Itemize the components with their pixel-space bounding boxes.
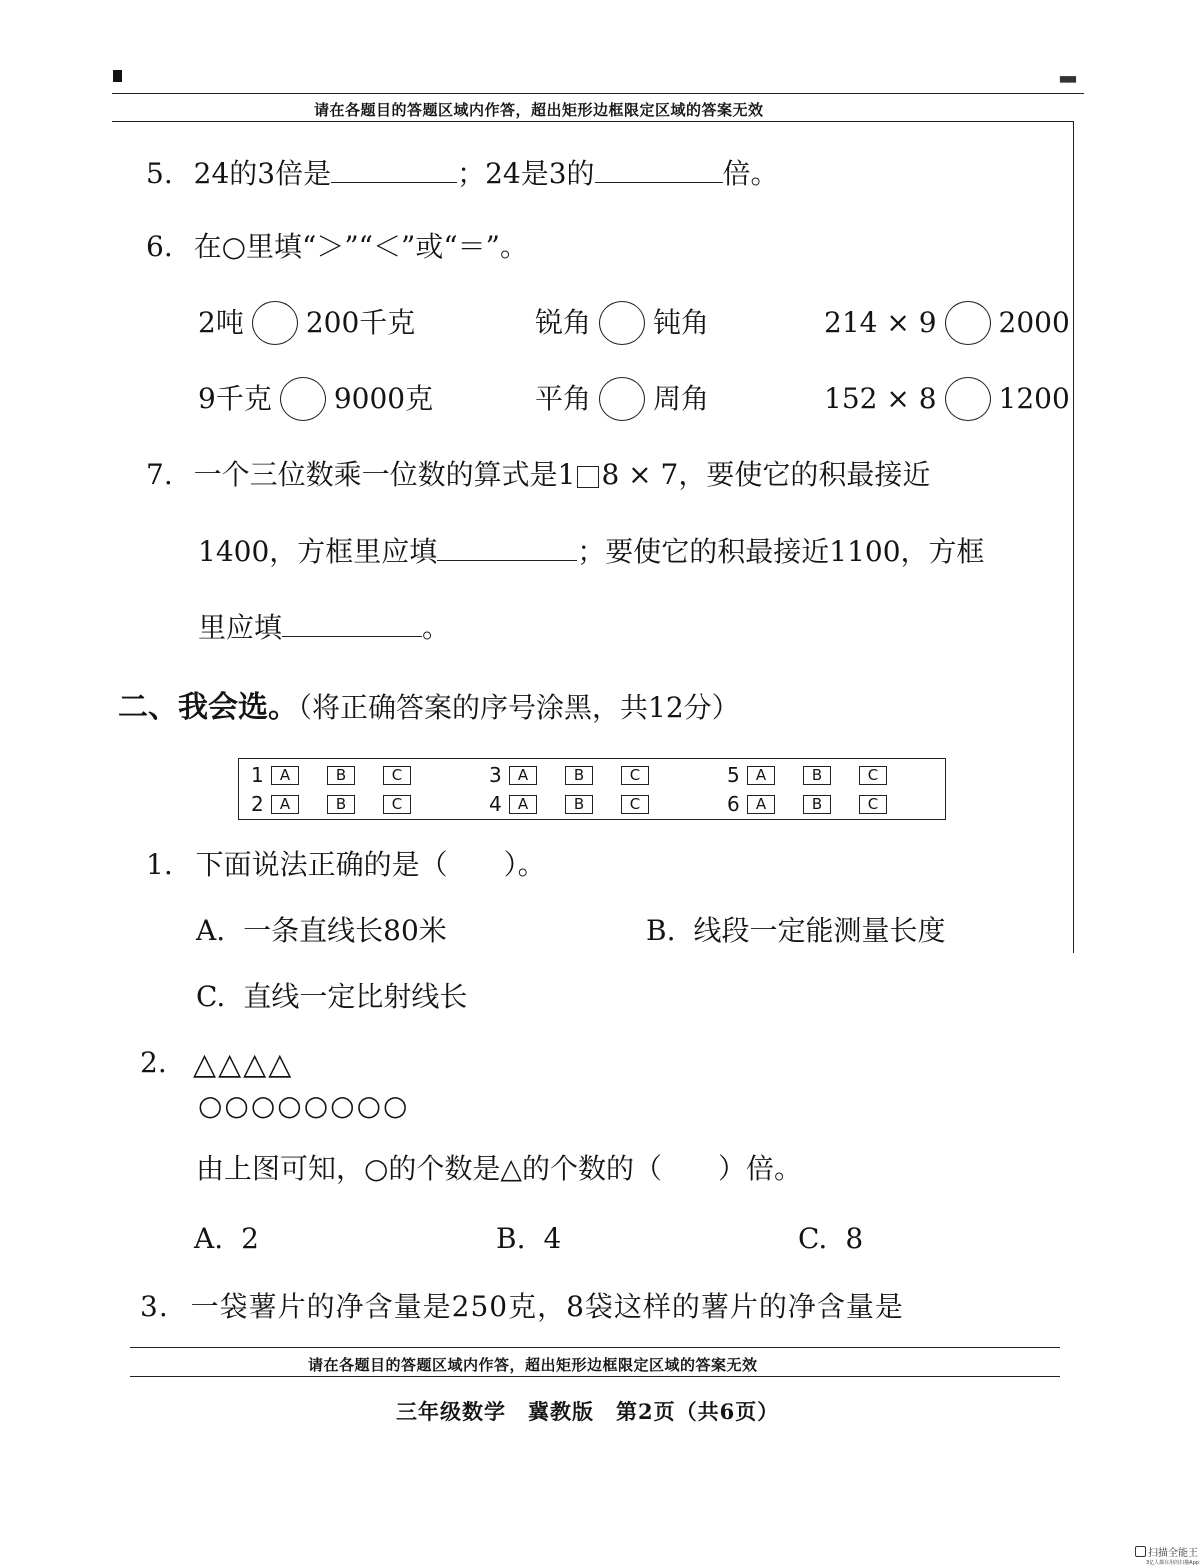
answer-option[interactable]: C	[383, 766, 411, 785]
compare-right: 2000	[998, 306, 1070, 340]
answer-number: 6	[727, 792, 740, 816]
compare-circle[interactable]	[280, 377, 326, 421]
q7-text: 1400，方框里应填	[198, 535, 438, 568]
answer-option[interactable]: B	[327, 795, 355, 814]
answer-option[interactable]: A	[271, 795, 299, 814]
choice-question-2	[140, 1046, 167, 1080]
section-heading	[118, 690, 740, 726]
answer-option[interactable]: C	[859, 766, 887, 785]
compare-circle[interactable]	[945, 301, 991, 345]
page-info: 三年级数学 冀教版 第2页（共6页）	[396, 1399, 780, 1424]
answer-area-right-border	[1073, 121, 1074, 953]
header-top-rule	[112, 93, 1084, 94]
answer-sheet	[238, 758, 946, 820]
question-7-line3	[198, 610, 450, 645]
question-5	[146, 156, 779, 191]
watermark-subtitle: 3亿人都在用的扫描App	[1146, 1560, 1199, 1566]
compare-item	[198, 377, 433, 421]
triangle-row: △△△△	[193, 1047, 294, 1082]
scanner-watermark	[1135, 1544, 1199, 1566]
answer-sheet-row	[251, 792, 915, 816]
q7-text: 里应填	[198, 611, 283, 644]
question-number: 3.	[140, 1290, 169, 1323]
compare-item	[824, 377, 1070, 421]
q5-end: 倍。	[722, 157, 779, 190]
q7-text: ；要使它的积最接近1100，方框	[577, 535, 985, 568]
question-number: 2.	[140, 1046, 167, 1079]
answer-option[interactable]: A	[509, 795, 537, 814]
question-number: 6.	[146, 230, 173, 263]
footer-notice: 请在各题目的答题区域内作答，超出矩形边框限定区域的答案无效	[308, 1356, 758, 1374]
compare-right: 1200	[998, 382, 1070, 416]
compare-left: 152 × 8	[824, 382, 937, 416]
option-label: C.	[798, 1222, 828, 1255]
section-note: （将正确答案的序号涂黑，共12分）	[298, 691, 740, 724]
q5-separator: ；	[457, 157, 486, 190]
option-label: B.	[496, 1222, 526, 1255]
option-text: 4	[543, 1222, 562, 1255]
compare-right: 9000克	[333, 382, 434, 416]
choice-question-2-text: 由上图可知，○的个数是△的个数的（ ）倍。	[196, 1152, 802, 1185]
q6-instruction: 在○里填“＞”“＜”或“＝”。	[193, 230, 528, 263]
option-label: A.	[194, 1222, 224, 1255]
option-text: 线段一定能测量长度	[693, 914, 946, 947]
answer-blank[interactable]	[595, 156, 723, 183]
answer-option[interactable]: B	[327, 766, 355, 785]
choice-option	[798, 1222, 863, 1256]
option-text: 直线一定比射线长	[243, 980, 468, 1013]
option-label: A.	[196, 914, 226, 947]
compare-circle[interactable]	[945, 377, 991, 421]
q7-text: 。	[422, 611, 451, 644]
circle-row: ○○○○○○○○	[198, 1089, 410, 1122]
compare-left: 2吨	[198, 306, 244, 340]
footer-bottom-rule	[130, 1376, 1060, 1377]
answer-sheet-row	[251, 763, 915, 787]
question-6	[146, 230, 528, 264]
answer-number: 2	[251, 792, 264, 816]
answer-option[interactable]: B	[803, 766, 831, 785]
compare-item	[198, 301, 415, 345]
answer-option[interactable]: A	[747, 795, 775, 814]
choice-option	[196, 980, 467, 1014]
question-number: 7.	[146, 458, 173, 491]
compare-left: 平角	[535, 382, 592, 416]
option-text: 8	[845, 1222, 864, 1255]
answer-option[interactable]: C	[621, 766, 649, 785]
answer-option[interactable]: A	[509, 766, 537, 785]
answer-option[interactable]: C	[621, 795, 649, 814]
compare-left: 9千克	[198, 382, 272, 416]
question-number: 1.	[146, 848, 173, 881]
q7-text: 一个三位数乘一位数的算式是1	[193, 458, 576, 491]
compare-right: 钝角	[653, 306, 710, 340]
option-text: 一条直线长80米	[243, 914, 447, 947]
answer-option[interactable]: B	[565, 766, 593, 785]
answer-number: 4	[489, 792, 502, 816]
question-text: 下面说法正确的是（ ）。	[195, 848, 546, 881]
compare-circle[interactable]	[599, 377, 645, 421]
corner-mark-left	[113, 70, 122, 82]
answer-blank[interactable]	[331, 156, 457, 183]
answer-option[interactable]: A	[747, 766, 775, 785]
answer-option[interactable]: B	[565, 795, 593, 814]
corner-mark-right: ▄▄	[1060, 70, 1075, 83]
compare-item	[535, 301, 709, 345]
compare-circle[interactable]	[252, 301, 298, 345]
compare-right: 周角	[653, 382, 710, 416]
compare-left: 锐角	[535, 306, 592, 340]
choice-question-1	[146, 848, 546, 882]
answer-blank[interactable]	[437, 534, 577, 561]
header-bottom-rule	[112, 121, 1074, 122]
choice-option	[196, 914, 447, 948]
answer-number: 5	[727, 763, 740, 787]
answer-option[interactable]: A	[271, 766, 299, 785]
scanner-logo-icon	[1135, 1546, 1146, 1557]
answer-option[interactable]: C	[859, 795, 887, 814]
q7-text: 8 × 7，要使它的积最接近	[601, 458, 931, 491]
option-label: B.	[646, 914, 676, 947]
choice-option	[194, 1222, 259, 1256]
compare-item	[535, 377, 709, 421]
compare-right: 200千克	[305, 306, 416, 340]
digit-box	[577, 466, 599, 488]
compare-item	[824, 301, 1070, 345]
choice-question-3	[140, 1290, 904, 1324]
header-notice: 请在各题目的答题区域内作答，超出矩形边框限定区域的答案无效	[314, 101, 764, 119]
compare-left: 214 × 9	[824, 306, 937, 340]
q5-part1: 24的3倍是	[193, 157, 332, 190]
question-text: 一袋薯片的净含量是250克，8袋这样的薯片的净含量是	[190, 1290, 904, 1323]
answer-option[interactable]: C	[383, 795, 411, 814]
question-number: 5.	[146, 157, 173, 190]
q5-part2: 24是3的	[485, 157, 595, 190]
option-label: C.	[196, 980, 226, 1013]
question-7	[146, 458, 930, 492]
watermark-title: 扫描全能王	[1148, 1548, 1198, 1559]
answer-number: 1	[251, 763, 264, 787]
compare-circle[interactable]	[599, 301, 645, 345]
question-7-line2	[198, 534, 985, 569]
answer-number: 3	[489, 763, 502, 787]
footer-top-rule	[130, 1347, 1060, 1348]
choice-option	[496, 1222, 561, 1256]
option-text: 2	[241, 1222, 259, 1255]
answer-blank[interactable]	[282, 610, 422, 637]
answer-option[interactable]: B	[803, 795, 831, 814]
choice-option	[646, 914, 946, 948]
section-title: 二、我会选。	[118, 690, 298, 725]
